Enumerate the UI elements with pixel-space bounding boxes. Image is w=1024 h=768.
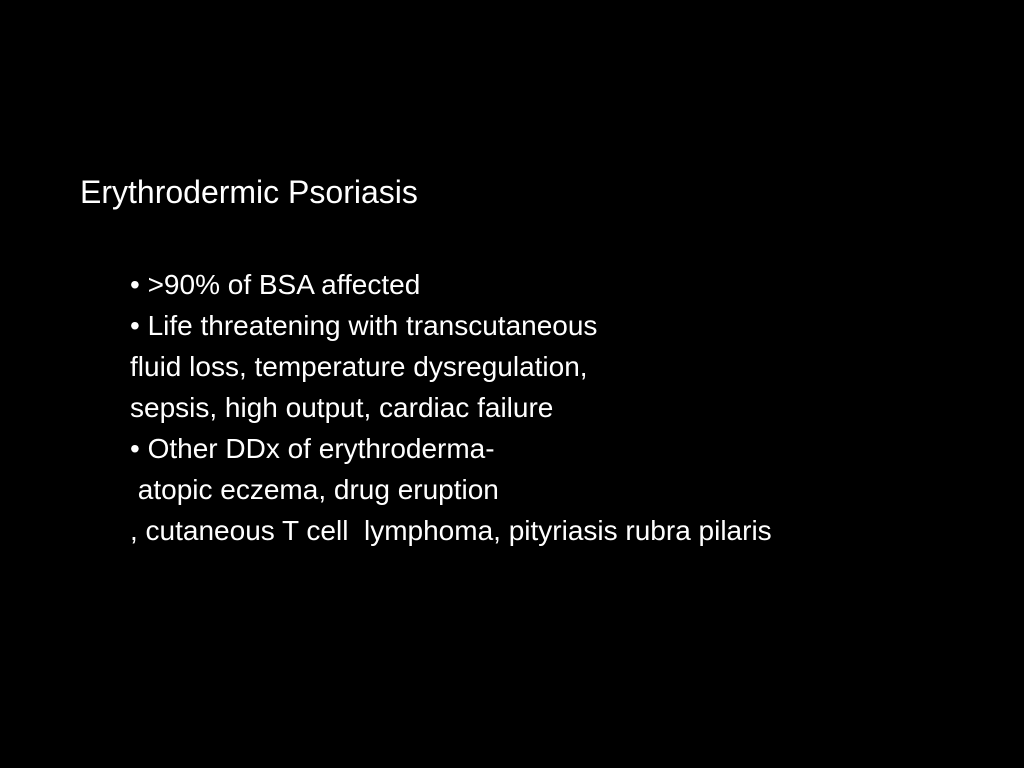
slide-title: Erythrodermic Psoriasis	[80, 174, 418, 210]
body-line: sepsis, high output, cardiac failure	[130, 392, 554, 423]
body-line: • Other DDx of erythroderma-	[130, 433, 495, 464]
body-line: fluid loss, temperature dysregulation,	[130, 351, 588, 382]
slide-body	[130, 264, 772, 551]
body-line: • >90% of BSA affected	[130, 269, 421, 300]
body-line: , cutaneous T cell lymphoma, pityriasis rubra pilaris	[130, 515, 772, 546]
body-line: • Life threatening with transcutaneous	[130, 310, 598, 341]
body-line: atopic eczema, drug eruption	[130, 474, 499, 505]
